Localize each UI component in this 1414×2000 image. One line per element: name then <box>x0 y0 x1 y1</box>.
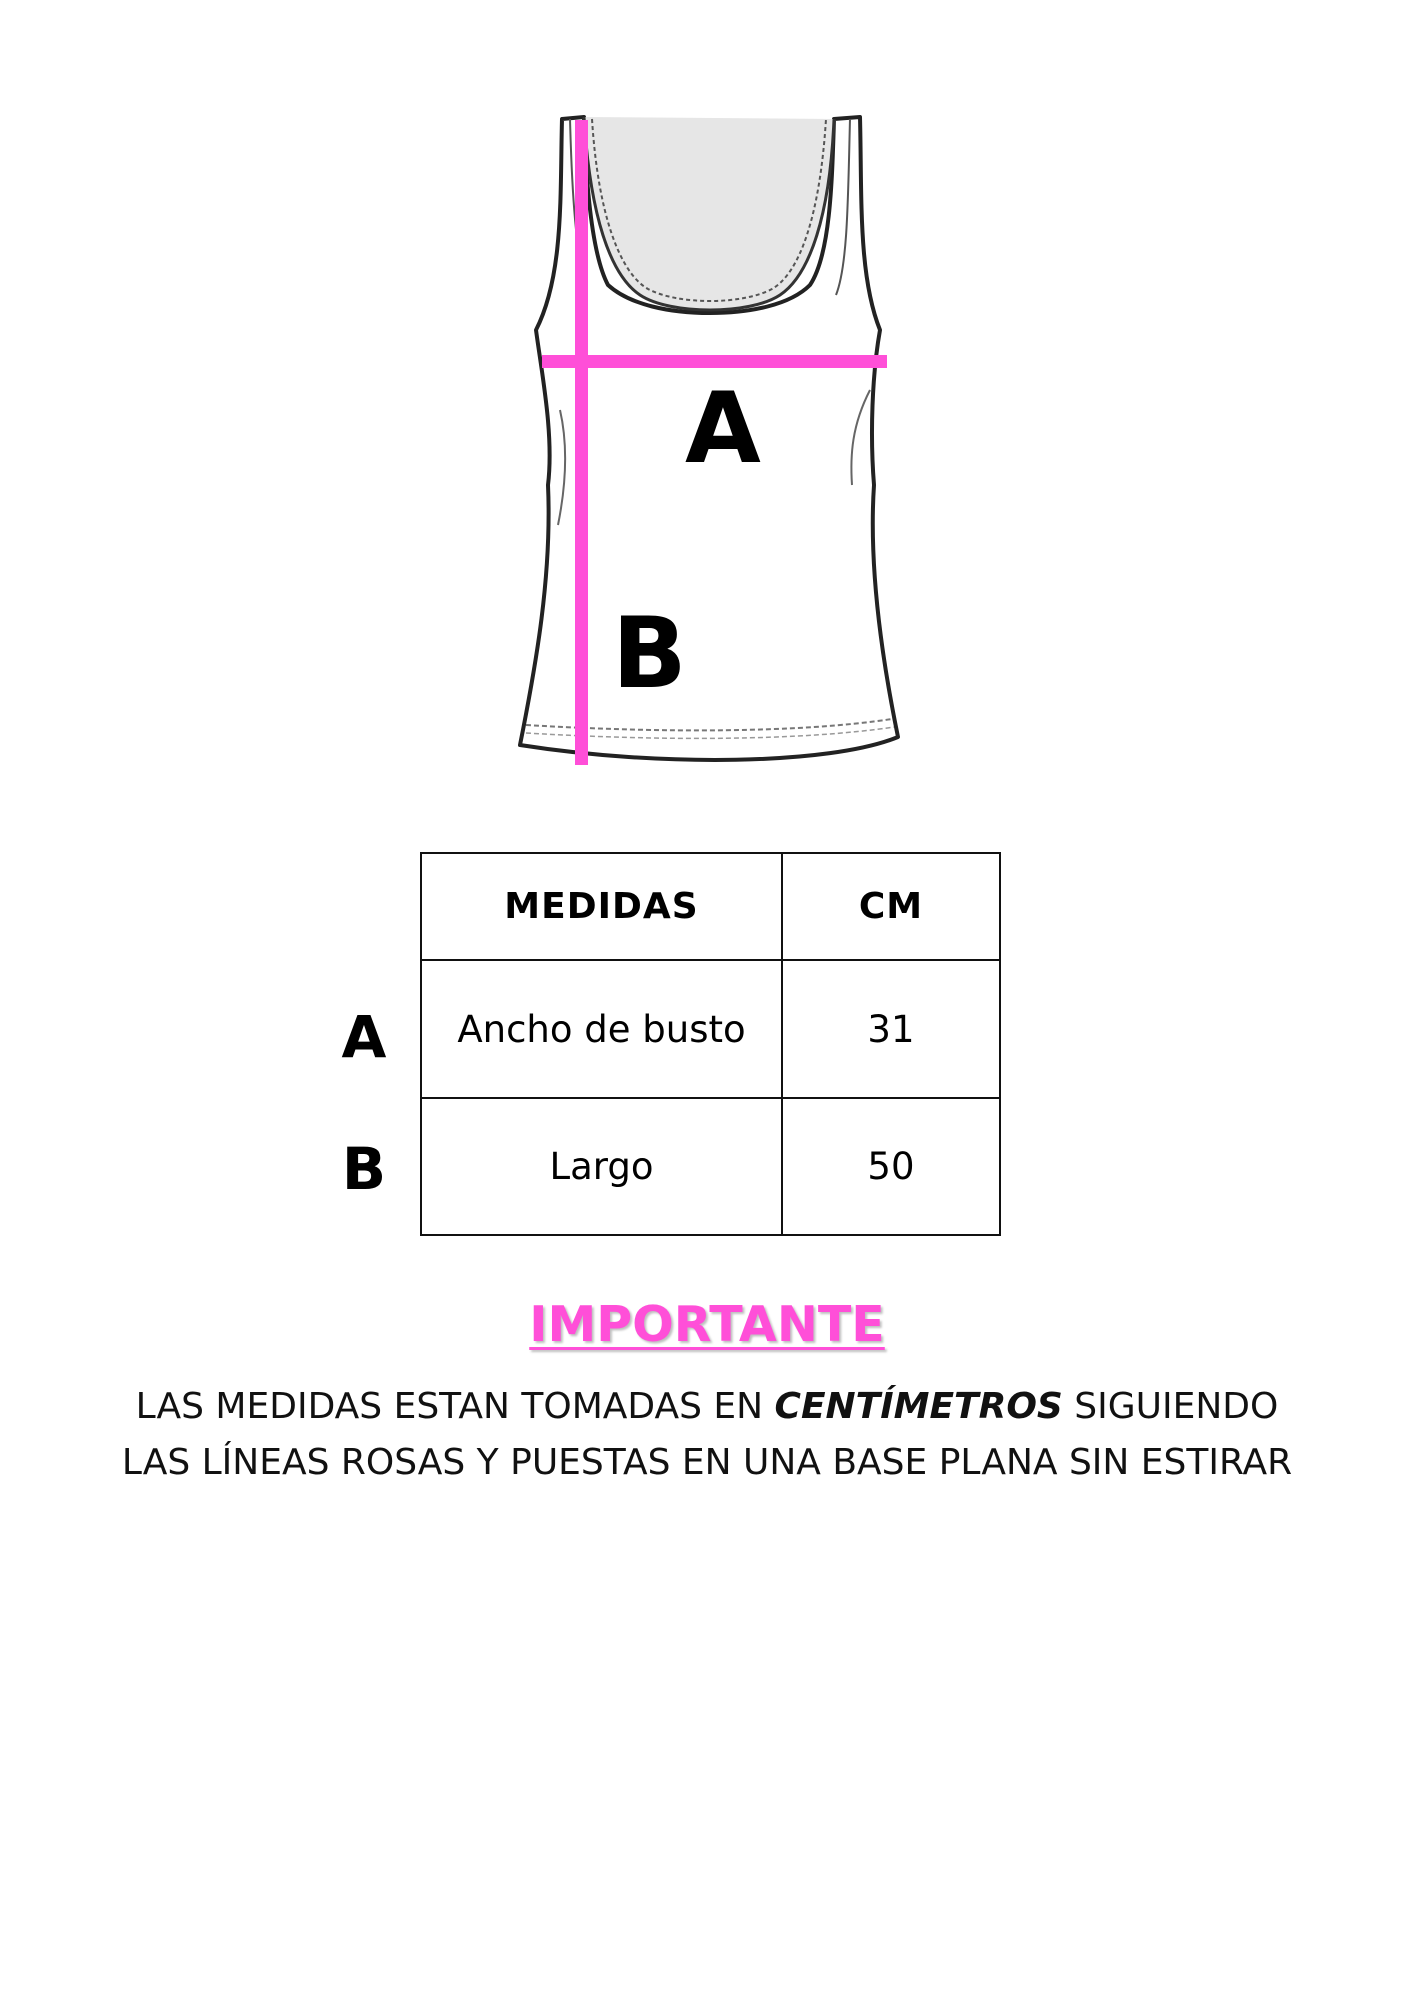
measurements-table <box>420 852 1001 1236</box>
row-letter-a: A <box>341 1003 387 1071</box>
table-header-row <box>421 853 1000 960</box>
header-cm: CM <box>782 853 1000 960</box>
table-row <box>421 1098 1000 1235</box>
diagram-label-a: A <box>685 372 761 486</box>
neckline-inner <box>584 117 834 310</box>
note-line-1 <box>0 1384 1414 1431</box>
note-line-2: LAS LÍNEAS ROSAS Y PUESTAS EN UNA BASE PLANA SIN ESTIRAR <box>121 1442 1293 1483</box>
note-line-1-start: LAS MEDIDAS ESTAN TOMADAS EN <box>135 1386 775 1427</box>
important-heading: IMPORTANTE <box>529 1296 885 1353</box>
row-a-value: 31 <box>782 960 1000 1098</box>
table-row <box>421 960 1000 1098</box>
header-measures: MEDIDAS <box>421 853 782 960</box>
measure-line-a <box>542 355 887 368</box>
row-b-label: Largo <box>421 1098 782 1235</box>
row-letter-b: B <box>341 1135 387 1203</box>
diagram-label-b: B <box>612 597 687 711</box>
measure-line-b <box>575 120 588 765</box>
note-line-1-end: SIGUIENDO <box>1062 1386 1279 1427</box>
row-a-label: Ancho de busto <box>421 960 782 1098</box>
row-b-value: 50 <box>782 1098 1000 1235</box>
note-emphasis: CENTÍMETROS <box>774 1386 1063 1427</box>
